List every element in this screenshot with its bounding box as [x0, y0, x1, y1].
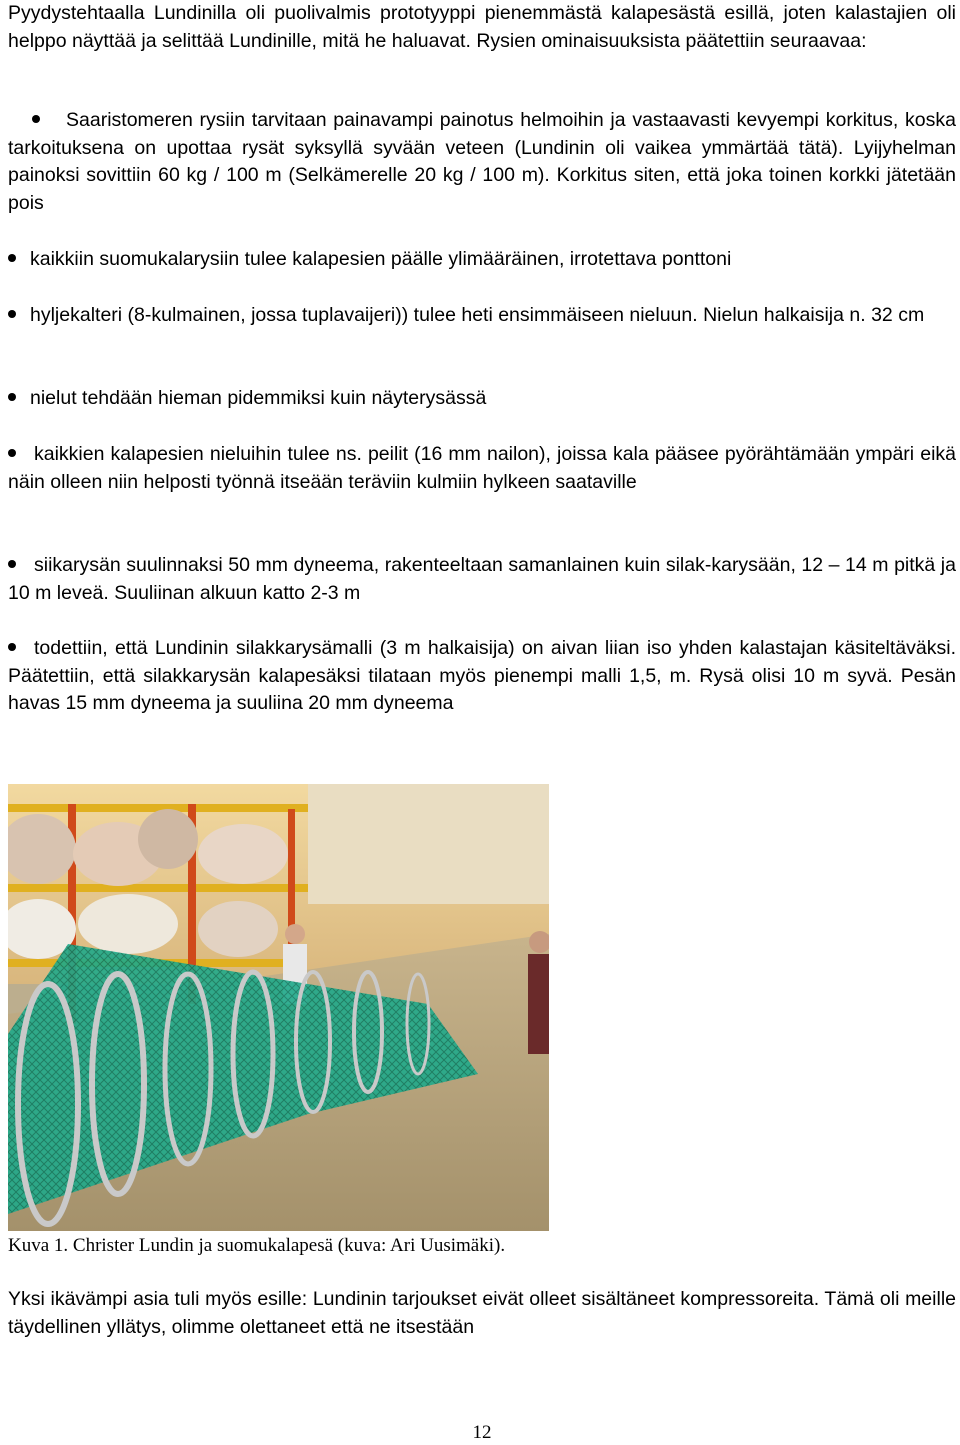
bullet-icon [8, 393, 16, 401]
bullet-item [8, 441, 956, 496]
bullet-item [8, 552, 956, 607]
bullet-text: siikarysän suulinnaksi 50 mm dyneema, rakenteeltaan samanlainen kuin silak-karysään, 12 – 14 m pitkä ja 10 m leveä. Suuliinan alkuun katto 2-3 m [8, 554, 956, 604]
bullet-icon [8, 449, 16, 457]
bullet-text: kaikkien kalapesien nieluihin tulee ns. peilit (16 mm nailon), joissa kala pääsee pyörähtämään ympäri eikä näin olleen niin helposti työnnä itseään teräviin kulmiin hylkeen saataville [8, 443, 956, 493]
intro-paragraph: Pyydystehtaalla Lundinilla oli puolivalmis prototyyppi pienemmästä kalapesästä esillä, joten kalastajien oli helppo näyttää ja selittää Lundinille, mitä he haluavat. Rysien ominaisuuksista päätettiin seuraavaa: [8, 2, 956, 52]
bullet-icon [8, 254, 16, 262]
bullet-text: kaikkiin suomukalarysiin tulee kalapesien päälle ylimääräinen, irrotettava ponttoni [30, 248, 732, 270]
figure-photo [8, 784, 549, 1231]
bullet-icon [8, 560, 16, 568]
bullet-item [8, 246, 956, 274]
bullet-text: todettiin, että Lundinin silakkarysämalli (3 m halkaisija) on aivan liian iso yhden kalastajan käsiteltäväksi. Päätettiin, että silakkarysän kalapesäksi tilataan myös pienempi malli 1,5, m. Rysä olisi 10 m syvä. Pesän havas 15 mm dyneema ja suuliina 20 mm dyneema [8, 637, 956, 714]
bullet-icon [32, 115, 40, 123]
bullet-icon [8, 643, 16, 651]
bullet-text: Saaristomeren rysiin tarvitaan painavampi painotus helmoihin ja vastaavasti kevyempi korkitus, koska tarkoituksena on upottaa rysät syksyllä syvään veteen (Lundinin oli vaikea ymmärtää tätä). Lyijyhelman painoksi sovittiin 60 kg / 100 m (Selkämerelle 20 kg / 100 m). Korkitus siten, että joka toinen korkki jätetään pois [8, 109, 956, 214]
bullet-item [8, 302, 956, 330]
closing-paragraph: Yksi ikävämpi asia tuli myös esille: Lundinin tarjoukset eivät olleet sisältäneet kompressoreita. Tämä oli meille täydellinen yllätys, olimme olettaneet että ne itsestään [8, 1288, 956, 1338]
bullet-text: hyljekalteri (8-kulmainen, jossa tuplavaijeri)) tulee heti ensimmäiseen nieluun. Nielun halkaisija n. 32 cm [30, 304, 925, 326]
bullet-text: nielut tehdään hieman pidemmiksi kuin näyterysässä [30, 387, 487, 409]
bullet-icon [8, 310, 16, 318]
bullet-item [8, 107, 956, 217]
figure-caption: Kuva 1. Christer Lundin ja suomukalapesä (kuva: Ari Uusimäki). [8, 1235, 506, 1256]
bullet-item [8, 385, 956, 413]
bullet-item [8, 635, 956, 718]
page-number: 12 [472, 1422, 492, 1443]
warehouse-fyke-net-photo [8, 784, 549, 1231]
